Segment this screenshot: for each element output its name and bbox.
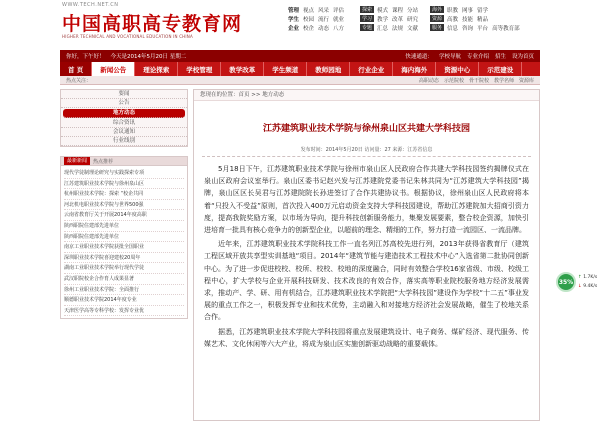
platform-tag[interactable]: 高等教育部 — [492, 25, 520, 32]
site-logo-english: HIGHER TECHNICAL AND VOCATIONAL EDUCATION IN CHINA — [62, 34, 193, 39]
list-item[interactable]: 深圳职业技术学院喜迎建校20周年 — [64, 253, 184, 264]
right-category-block-2 — [430, 5, 524, 32]
sidebar-item-announcements[interactable]: 公告 — [61, 99, 187, 108]
category-link[interactable]: 评估 — [333, 8, 345, 14]
category-link[interactable]: 风采 — [318, 8, 330, 14]
right-category-row — [360, 14, 422, 23]
right-category-link[interactable]: 教学 — [377, 16, 389, 23]
right-category-link[interactable]: 课程 — [392, 7, 404, 14]
right-category-tag[interactable]: 海外 — [432, 7, 443, 13]
nav-resources[interactable]: 资源中心 — [436, 62, 479, 76]
hot-topic-link[interactable]: 教学名师 — [493, 77, 514, 84]
right-category-link[interactable]: 文献 — [407, 25, 419, 32]
nav-theory[interactable]: 理论探索 — [135, 62, 178, 76]
category-link[interactable]: 视点 — [303, 8, 315, 14]
greeting: 你好，下午好！ — [66, 54, 105, 60]
right-category-row — [360, 23, 422, 32]
quick-link[interactable]: 专业介绍 — [466, 54, 489, 60]
speed-readout — [578, 273, 597, 291]
list-item[interactable]: 陕西职院住建部先进单位 — [64, 221, 184, 232]
list-item[interactable]: 顺德职业技术学院2014年度专业 — [64, 295, 184, 306]
quick-links — [405, 52, 534, 60]
category-key[interactable]: 管理 — [288, 8, 300, 14]
article-panel — [193, 89, 540, 421]
sidebar-item-headlines[interactable]: 要闻 — [61, 90, 187, 99]
list-item[interactable]: 江苏建筑职业技术学院与徐州泉山区 — [64, 179, 184, 190]
list-item[interactable]: 现代学徒制理论研究与实践探索专项 — [64, 168, 184, 179]
right-category-row — [430, 23, 524, 32]
category-link[interactable]: 校园 — [303, 17, 315, 23]
category-link[interactable]: 校企 — [303, 26, 315, 32]
hot-topic-link[interactable]: 资源库 — [518, 77, 534, 84]
sidebar — [60, 89, 188, 421]
network-speed-widget[interactable] — [556, 272, 600, 294]
right-category-link[interactable]: 法规 — [392, 25, 404, 32]
hot-topic-link[interactable]: 骨干院校 — [468, 77, 489, 84]
list-item[interactable]: 徐州工业职业技术学院：全面推行 — [64, 285, 184, 296]
article-paragraph: 5月18日下午，江苏建筑职业技术学院与徐州市泉山区人民政府合作共建大学科技园签约揭牌仪式在泉山区政府会议室举行。泉山区委书记赵兴发与江苏建院党委书记朱林共同为“江苏建筑大学科技园”揭牌，泉山区区长吴君与江苏建院院长孙进签订了合作共建协议书。根据协议，徐州泉山区人民政府将本着“只投入不受益”原则，首次投入400万元启动资金支持大学科技园建设，帮助江苏建院加大招商引资力度，提高我院奖励方案，以市场为导向，提升科技创新服务能力，集聚发展要素，整合校企资源，加快引进培育一批具有核心竞争力的创新型企业，以超前的理念、精细的工作，努力打造一流园区、一流品牌。 — [204, 165, 529, 235]
upload-rate: 1.7K/s — [583, 275, 598, 280]
article-title: 江苏建筑职业技术学院与徐州泉山区共建大学科技园 — [262, 124, 470, 134]
right-category-link[interactable]: 信息 — [447, 25, 459, 32]
upload-arrow-icon: ↑ — [578, 275, 582, 280]
site-header — [0, 0, 600, 50]
right-category-link[interactable]: 留学 — [477, 7, 489, 14]
category-link[interactable]: 动态 — [318, 26, 330, 32]
sidebar-item-general-info[interactable]: 综合资讯 — [61, 119, 187, 128]
current-date: 今天是2014年5月20日 星期二 — [110, 54, 187, 60]
list-item[interactable]: 陕西职院住建部先进单位 — [64, 232, 184, 243]
site-logo[interactable]: 中国高职高专教育网 — [62, 13, 243, 35]
list-item[interactable]: 天津医学高等专科学校：发挥专业优 — [64, 306, 184, 317]
nav-demonstration[interactable]: 示范建设 — [479, 62, 522, 76]
nav-teachers[interactable]: 教师园地 — [307, 62, 350, 76]
right-category-link[interactable]: 模式 — [377, 7, 389, 14]
right-category-link[interactable]: 分站 — [407, 7, 419, 14]
right-category-link[interactable]: 职教 — [447, 7, 459, 14]
breadcrumb[interactable]: 您现在的位置：首页 >> 地方动态 — [194, 90, 539, 101]
hot-topics-bar — [60, 76, 540, 85]
nav-home[interactable]: 首 页 — [60, 62, 92, 76]
download-arrow-icon: ↓ — [578, 284, 582, 289]
sidebar-list-header — [60, 156, 188, 166]
nav-school-management[interactable]: 学校管理 — [178, 62, 221, 76]
right-category-row — [430, 5, 524, 14]
sidebar-item-industry[interactable]: 行业线别 — [61, 137, 187, 146]
quick-link[interactable]: 招生 — [494, 54, 506, 60]
article-paragraph: 近年来，江苏建筑职业技术学院科技工作一直名列江苏高校先进行列，2013年获得省教育厅（建筑工程区域开放共享型实训基地“项目。2014年“建筑节能与建造技术工程技术中心”入选省第二批协同创新中心。为了进一步促进校校、校所、校校、校地的深度融合，同时有效整合学校16家省级、市级、校级工程中心，扩大学校与企业开展科技研发、技术改良的有效合作，落实高等职业院校服务地方经济发展需求，推动产、学、研、用有机结合，江苏建筑职业技术学院把“大学科技园”建设作为学校“十二五”事业发展的重点工作之一，积极发挥专业和技术优势，主动融入和对接地方经济社会发展战略，催生了校地关系合作。 — [204, 240, 529, 322]
right-category-tag[interactable]: 服务 — [432, 25, 443, 31]
right-category-tag[interactable]: 学习 — [362, 16, 373, 22]
sidebar-item-local-news[interactable]: 地方动态 — [63, 109, 185, 118]
list-item[interactable]: 云南省教育厅关于开展2014年度高职 — [64, 210, 184, 221]
right-category-tag[interactable]: 专题 — [362, 25, 373, 31]
list-item[interactable]: 河北机电职业技术学院与世界500强 — [64, 200, 184, 211]
category-grid — [288, 6, 348, 33]
right-category-tag[interactable]: 资源 — [432, 16, 443, 22]
right-category-link[interactable]: 平台 — [477, 25, 489, 32]
top-info-bar — [60, 50, 540, 62]
nav-teaching-reform[interactable]: 教学改革 — [221, 62, 264, 76]
sidebar-menu — [60, 89, 188, 147]
right-category-link[interactable]: 技能 — [462, 16, 474, 23]
site-url[interactable]: WWW.TECH.NET.CN — [62, 2, 119, 8]
sidebar-tab-recommended[interactable]: 热点推荐 — [93, 158, 114, 165]
article-body — [194, 157, 539, 350]
right-category-block — [360, 5, 422, 32]
article-paragraph: 据悉，江苏建筑职业技术学院大学科技园将重点发展建筑设计、电子商务、煤矿经济、现代服务、传媒艺术、文化休闲等六大产业，将成为泉山区实施创新驱动战略的重要载体。 — [204, 327, 529, 348]
nav-news[interactable]: 新闻公告 — [92, 62, 135, 76]
hot-topic-link[interactable]: 高职动态 — [418, 77, 439, 84]
category-row — [288, 6, 348, 14]
quick-link-label: 快速通道： — [405, 54, 433, 60]
hot-topics-links — [419, 77, 534, 84]
right-category-link[interactable]: 精品 — [477, 16, 489, 23]
quick-link[interactable]: 设为首页 — [511, 54, 534, 60]
category-link[interactable]: 流行 — [318, 17, 330, 23]
right-category-link[interactable]: 网事 — [462, 7, 474, 14]
category-key[interactable]: 学生 — [288, 17, 300, 23]
hot-topics-label: 热点关注： — [66, 77, 92, 84]
category-link[interactable]: 就业 — [333, 17, 345, 23]
hot-topic-link[interactable]: 示范院校 — [443, 77, 464, 84]
category-row — [288, 24, 348, 32]
right-category-tag[interactable]: 探索 — [362, 7, 373, 13]
right-category-row — [430, 14, 524, 23]
right-category-row — [360, 5, 422, 14]
category-row — [288, 15, 348, 23]
category-key[interactable]: 企业 — [288, 26, 300, 32]
right-category-link[interactable]: 汇总 — [377, 25, 389, 32]
usage-ring[interactable]: 35% — [556, 272, 576, 292]
nav-overseas[interactable]: 海内海外 — [393, 62, 436, 76]
nav-industry[interactable]: 行业企业 — [350, 62, 393, 76]
quick-link[interactable]: 学校导航 — [438, 54, 461, 60]
sidebar-tab-latest[interactable]: 最新新闻 — [64, 157, 90, 165]
right-category-link[interactable]: 咨询 — [462, 25, 474, 32]
sidebar-news-list — [60, 166, 188, 319]
category-link[interactable]: 八方 — [333, 26, 345, 32]
right-category-link[interactable]: 高教 — [447, 16, 459, 23]
nav-students[interactable]: 学生频道 — [264, 62, 307, 76]
list-item[interactable]: 武汉职院校企合作育人成果显著 — [64, 274, 184, 285]
list-item[interactable]: 湖南工业职业技术学院举行现代学徒 — [64, 263, 184, 274]
right-category-link[interactable]: 改革 — [392, 16, 404, 23]
download-rate: 9.4K/s — [583, 284, 598, 289]
article-meta: 发布时间：2014年5月20日 访问量：27 来源：江苏省信息 — [202, 146, 531, 157]
main-nav — [60, 62, 540, 76]
list-item[interactable]: 南京工业职业技术学院获批全国职业 — [64, 242, 184, 253]
sidebar-item-meetings[interactable]: 会议通知 — [61, 128, 187, 137]
list-item[interactable]: 杭州职业技术学院：探索 “校企共同 — [64, 189, 184, 200]
right-category-link[interactable]: 研究 — [407, 16, 419, 23]
